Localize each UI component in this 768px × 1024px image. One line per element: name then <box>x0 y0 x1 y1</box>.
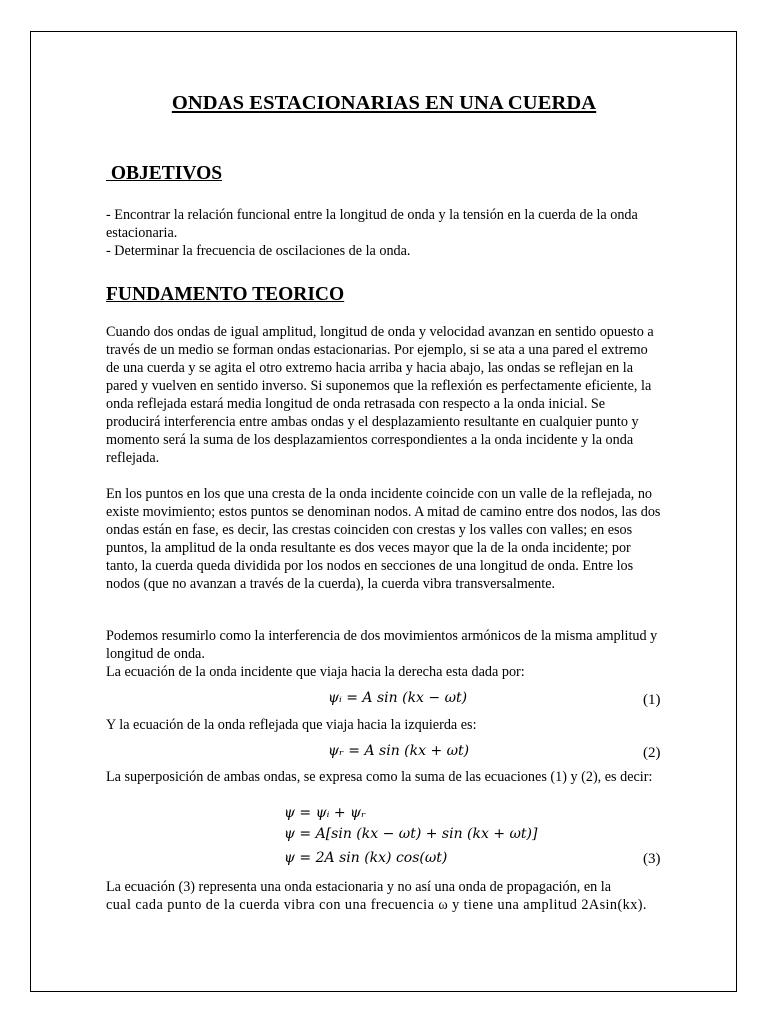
equation-3b: ψ = A[sin (kx − ωt) + sin (kx + ωt)] <box>284 826 538 842</box>
equation-2-number: (2) <box>643 745 661 761</box>
reflected-wave-intro: Y la ecuación de la onda reflejada que viaja hacia la izquierda es: <box>106 717 477 733</box>
objective-2: - Determinar la frecuencia de oscilaciones de la onda. <box>106 243 411 259</box>
superposition-intro: La superposición de ambas ondas, se expresa como la suma de las ecuaciones (1) y (2), es decir: <box>106 769 653 785</box>
equation-2: ψᵣ = A sin (kx + ωt) <box>328 743 470 759</box>
theory-paragraph-1: Cuando dos ondas de igual amplitud, longitud de onda y velocidad avanzan en sentido opuesto a través de un medio se forman ondas estacionarias. Por ejemplo, si se ata a una pared el extremo de una cuerda y se agita el otro extremo hacia arriba y hacia abajo, las ondas se reflejan en la pared y vuelven en sentido inverso. Si suponemos que la reflexión es perfectamente eficiente, la onda reflejada estará media longitud de onda retrasada con respecto a la onda inicial. Se producirá interferencia entre ambas ondas y el desplazamiento resultante en cualquier punto y momento será la suma de los desplazamientos correspondientes a la onda incidente y la onda reflejada. <box>106 324 654 466</box>
theory-heading: FUNDAMENTO TEORICO <box>106 284 345 305</box>
theory-paragraph-3: Podemos resumirlo como la interferencia de dos movimientos armónicos de la misma amplitud y longitud de onda. <box>106 628 658 662</box>
document-title: ONDAS ESTACIONARIAS EN UNA CUERDA <box>171 92 597 114</box>
equation-3-number: (3) <box>643 851 661 867</box>
conclusion-line-1: La ecuación (3) representa una onda estacionaria y no así una onda de propagación, en la <box>106 879 612 895</box>
theory-paragraph-2: En los puntos en los que una cresta de la onda incidente coincide con un valle de la reflejada, no existe movimiento; estos puntos se denominan nodos. A mitad de camino entre dos nodos, las dos ondas están en fase, es decir, las crestas coinciden con crestas y los valles con valles; en esos puntos, la amplitud de la onda resultante es dos veces mayor que la de la onda incidente; por tanto, la cuerda queda dividida por los nodos en secciones de una longitud de onda. Entre los nodos (que no avanzan a través de la cuerda), la cuerda vibra transversalmente. <box>106 486 661 592</box>
equation-1: ψᵢ = A sin (kx − ωt) <box>328 690 468 706</box>
objective-1: - Encontrar la relación funcional entre la longitud de onda y la tensión en la cuerda de la onda estacionaria. <box>106 207 638 241</box>
objectives-heading: OBJETIVOS <box>106 163 223 184</box>
conclusion-line-2: cual cada punto de la cuerda vibra con una frecuencia ω y tiene una amplitud 2Asin(kx). <box>106 897 647 913</box>
equation-1-number: (1) <box>643 692 661 708</box>
equation-3c: ψ = 2A sin (kx) cos(ωt) <box>284 850 448 866</box>
equation-3a: ψ = ψᵢ + ψᵣ <box>284 805 366 821</box>
incident-wave-intro: La ecuación de la onda incidente que viaja hacia la derecha esta dada por: <box>106 664 525 680</box>
